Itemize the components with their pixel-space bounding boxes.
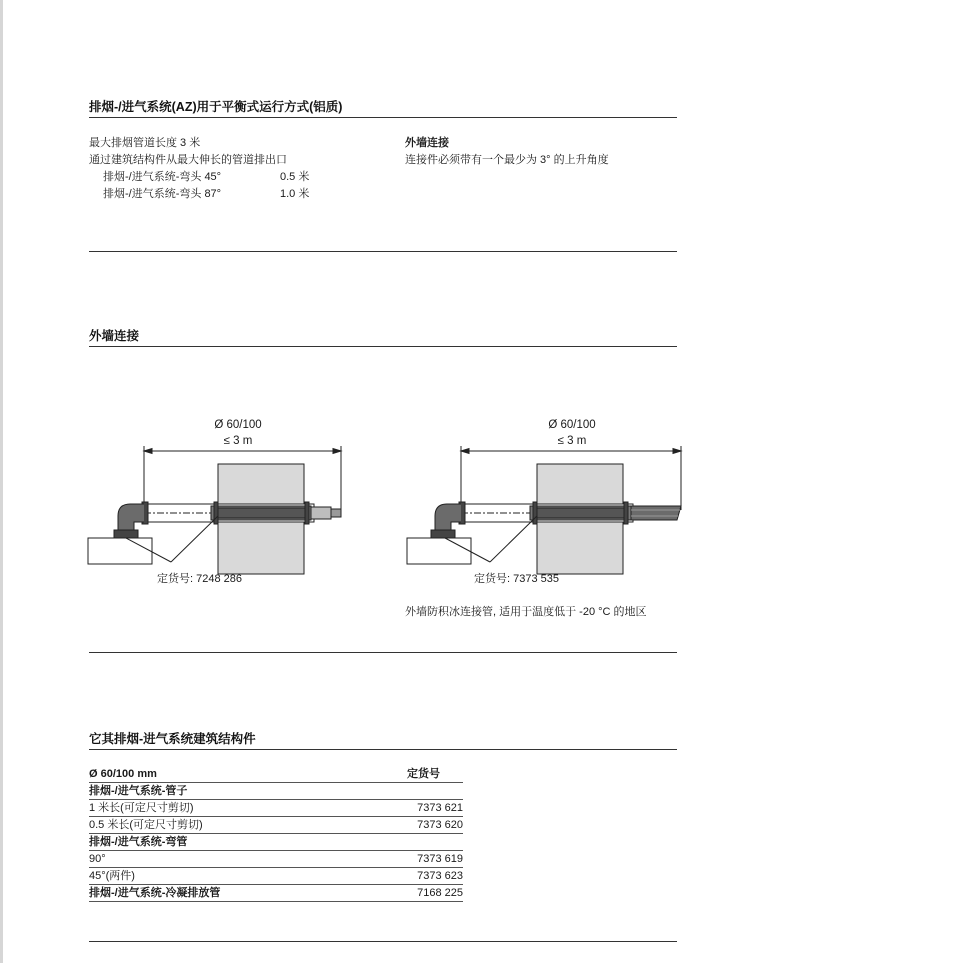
row-order-number: 7373 619 bbox=[407, 851, 463, 868]
header-order-number: 定货号 bbox=[407, 766, 463, 783]
header-size: Ø 60/100 mm bbox=[89, 766, 407, 783]
section1-line-2: 通过建筑结构件从最大伸长的管道排出口 bbox=[89, 154, 287, 166]
section1-right-text: 连接件必须带有一个最少为 3° 的上升角度 bbox=[405, 154, 609, 166]
row-label: 45°(两件) bbox=[89, 868, 407, 885]
section2-title: 外墙连接 bbox=[89, 329, 140, 343]
table-row bbox=[89, 834, 463, 851]
section1-right-title: 外墙连接 bbox=[405, 137, 449, 149]
row-label: 1 米长(可定尺寸剪切) bbox=[89, 800, 407, 817]
section1-item-1-value: 0.5 米 bbox=[280, 171, 310, 183]
right-flue-diagram bbox=[405, 444, 690, 576]
row-label: 排烟-/进气系统-弯管 bbox=[89, 834, 407, 851]
parts-table bbox=[89, 766, 463, 902]
left-margin-strip bbox=[0, 0, 3, 963]
table-row bbox=[89, 817, 463, 834]
section1-title: 排烟-/进气系统(AZ)用于平衡式运行方式(铝质) bbox=[89, 100, 343, 114]
section1-item-1-label: 排烟-/进气系统-弯头 45° bbox=[103, 171, 222, 183]
right-diagram-caption: 定货号: 7373 535 bbox=[474, 573, 559, 585]
section1-item-2-value: 1.0 米 bbox=[280, 188, 310, 200]
section3-title: 它其排烟-进气系统建筑结构件 bbox=[89, 732, 256, 746]
right-diagram-note: 外墙防积冰连接管, 适用于温度低于 -20 °C 的地区 bbox=[405, 606, 647, 618]
row-order-number: 7373 620 bbox=[407, 817, 463, 834]
right-diagram-diameter: Ø 60/100 bbox=[548, 419, 596, 431]
section1-line-1: 最大排烟管道长度 3 米 bbox=[89, 137, 201, 149]
left-diagram-length: ≤ 3 m bbox=[223, 435, 253, 447]
left-diagram-diameter: Ø 60/100 bbox=[214, 419, 262, 431]
row-order-number: 7373 621 bbox=[407, 800, 463, 817]
section1-rule bbox=[89, 117, 677, 118]
row-label: 排烟-/进气系统-管子 bbox=[89, 783, 407, 800]
table-row bbox=[89, 800, 463, 817]
section3-rule bbox=[89, 749, 677, 750]
section2-bottom-rule bbox=[89, 652, 677, 653]
row-order-number bbox=[407, 783, 463, 800]
row-order-number bbox=[407, 834, 463, 851]
row-order-number: 7373 623 bbox=[407, 868, 463, 885]
section1-bottom-rule bbox=[89, 251, 677, 252]
parts-table-header bbox=[89, 766, 463, 783]
table-row bbox=[89, 851, 463, 868]
row-label: 90° bbox=[89, 851, 407, 868]
row-label: 排烟-/进气系统-冷凝排放管 bbox=[89, 885, 407, 902]
table-row bbox=[89, 885, 463, 902]
row-order-number: 7168 225 bbox=[407, 885, 463, 902]
left-diagram-caption: 定货号: 7248 286 bbox=[157, 573, 242, 585]
section3-bottom-rule bbox=[89, 941, 677, 942]
table-row bbox=[89, 868, 463, 885]
section2-rule bbox=[89, 346, 677, 347]
row-label: 0.5 米长(可定尺寸剪切) bbox=[89, 817, 407, 834]
section1-item-2-label: 排烟-/进气系统-弯头 87° bbox=[103, 188, 222, 200]
left-flue-diagram bbox=[86, 444, 350, 576]
table-row bbox=[89, 783, 463, 800]
right-diagram-length: ≤ 3 m bbox=[557, 435, 587, 447]
